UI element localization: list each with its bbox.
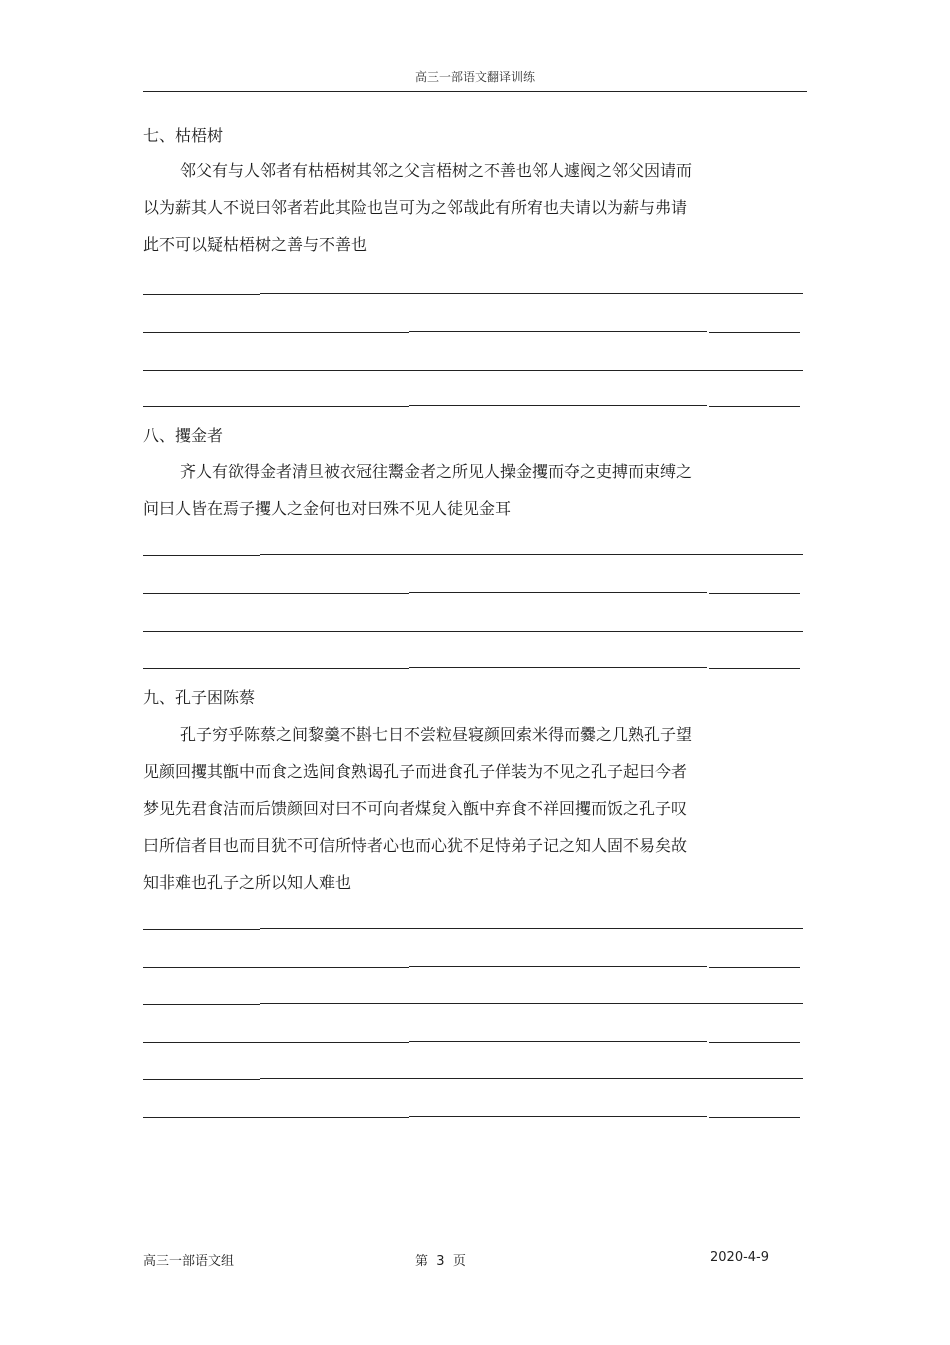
answer-line[interactable]: [0, 630, 950, 633]
answer-line[interactable]: [0, 331, 950, 334]
section-text-9: [143, 724, 783, 909]
footer-page-number: [415, 1250, 466, 1269]
text-line: 知非难也孔子之所以知人难也: [143, 873, 352, 892]
section-text-8: [143, 461, 783, 535]
answer-line[interactable]: [0, 1003, 950, 1006]
section-title-9: 九、孔子困陈蔡: [143, 688, 256, 707]
text-line: 见颜回攫其甑中而食之选间食熟谒孔子而进食孔子佯装为不见之孔子起曰今者: [143, 762, 688, 781]
text-line: 曰所信者目也而目犹不可信所恃者心也而心犹不足恃弟子记之知人固不易矣故: [143, 836, 688, 855]
answer-line[interactable]: [0, 1078, 950, 1081]
answer-line[interactable]: [0, 592, 950, 595]
answer-line[interactable]: [0, 293, 950, 296]
answer-line[interactable]: [0, 928, 950, 931]
page-number: 3: [436, 1254, 445, 1269]
text-line: 孔子穷乎陈蔡之间黎羹不斟七日不尝粒昼寝颜回索米得而爨之几熟孔子望: [180, 725, 693, 744]
page-suffix: 页: [452, 1254, 466, 1269]
text-line: 此不可以疑枯梧树之善与不善也: [143, 235, 368, 254]
answer-line[interactable]: [0, 1116, 950, 1119]
answer-line[interactable]: [0, 554, 950, 557]
header-divider: [143, 91, 807, 92]
footer-date: 2020-4-9: [710, 1250, 770, 1265]
text-line: 以为薪其人不说曰邻者若此其险也岂可为之邻哉此有所宥也夫请以为薪与弗请: [143, 198, 688, 217]
page-prefix: 第: [415, 1254, 429, 1269]
answer-line[interactable]: [0, 966, 950, 969]
text-line: 邻父有与人邻者有枯梧树其邻之父言梧树之不善也邻人遽阀之邻父因请而: [180, 161, 693, 180]
section-title-7: 七、枯梧树: [143, 126, 224, 145]
answer-line[interactable]: [0, 667, 950, 670]
text-line: 齐人有欲得金者清旦被衣冠往鬻金者之所见人操金攫而夺之吏搏而束缚之: [180, 462, 693, 481]
text-line: 问曰人皆在焉子攫人之金何也对曰殊不见人徒见金耳: [143, 499, 512, 518]
section-text-7: [143, 160, 783, 271]
section-title-8: 八、攫金者: [143, 426, 224, 445]
text-line: 梦见先君食洁而后馈颜回对曰不可向者煤炱入甑中弃食不祥回攫而饭之孔子叹: [143, 799, 688, 818]
answer-line[interactable]: [0, 1041, 950, 1044]
answer-line[interactable]: [0, 405, 950, 408]
footer-group-name: 高三一部语文组: [143, 1254, 235, 1269]
answer-line[interactable]: [0, 369, 950, 372]
header-title: 高三一部语文翻译训练: [414, 70, 535, 84]
